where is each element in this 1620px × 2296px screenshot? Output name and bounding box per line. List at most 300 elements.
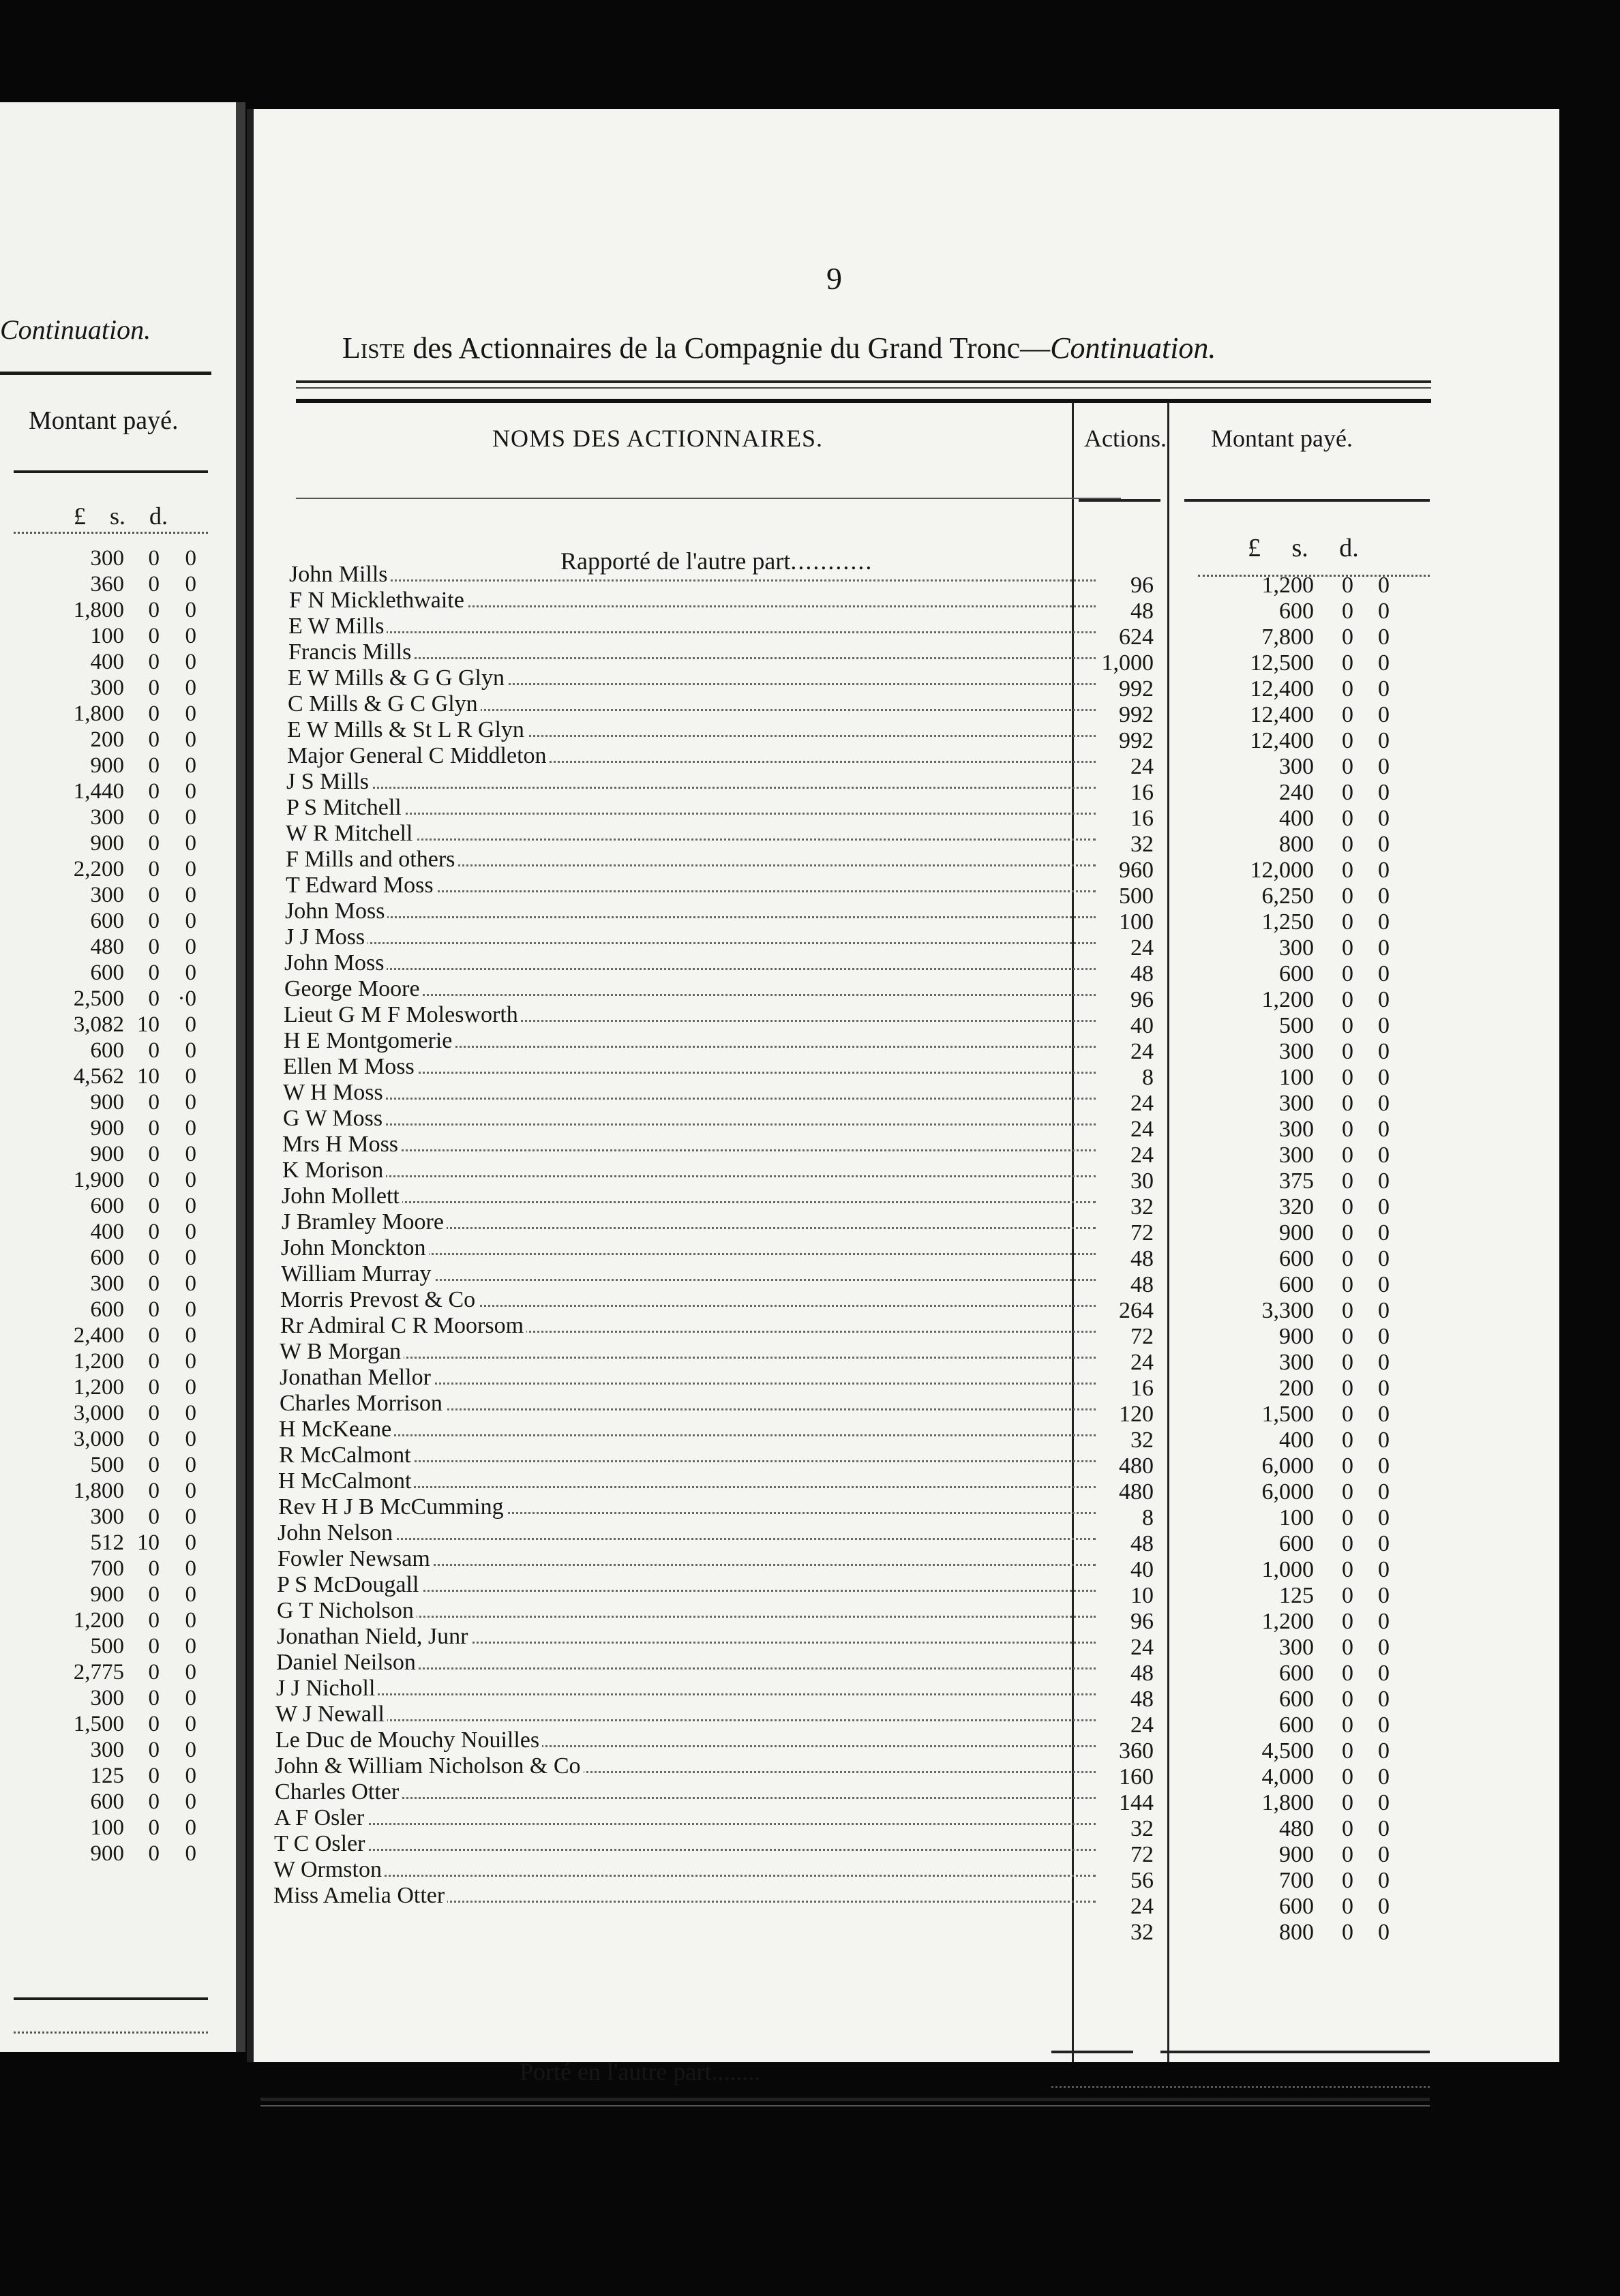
shillings-value: 0 [1342, 1712, 1353, 1738]
shareholder-name: Jonathan Mellor [280, 1365, 434, 1390]
shareholder-name-cell [283, 1106, 1096, 1132]
table-row [0, 1452, 205, 1478]
table-row [0, 675, 205, 701]
shillings-value: 0 [1342, 909, 1353, 935]
pence-value: 0 [1378, 1246, 1390, 1271]
page-title [342, 331, 1216, 365]
pounds-value: 600 [1279, 1712, 1314, 1738]
shareholder-name: P S McDougall [277, 1572, 421, 1597]
pounds-value: 240 [1279, 780, 1314, 805]
shareholder-name-cell [278, 1494, 1096, 1520]
pence-value: 0 [1378, 1842, 1390, 1867]
table-row [0, 623, 205, 649]
actions-value: 360 [1119, 1738, 1154, 1764]
shillings-value: 0 [148, 1194, 160, 1218]
pounds-value: 300 [90, 1686, 124, 1710]
pounds-value: 500 [90, 1634, 124, 1659]
pence-value: 0 [185, 805, 196, 830]
actions-value: 480 [1119, 1453, 1154, 1479]
pounds-value: 12,400 [1250, 728, 1314, 753]
shareholder-name: Major General C Middleton [287, 743, 550, 768]
shareholder-name: G T Nicholson [277, 1598, 417, 1623]
actions-value: 480 [1119, 1479, 1154, 1505]
actions-value: 10 [1130, 1583, 1154, 1608]
column-header-amount: Montant payé. [1211, 425, 1353, 452]
pounds-value: 300 [1279, 1143, 1314, 1168]
actions-value: 500 [1119, 883, 1154, 909]
table-row [0, 1063, 205, 1089]
table-row [0, 1659, 205, 1685]
pounds-value: 1,800 [73, 701, 124, 726]
actions-value: 48 [1130, 961, 1154, 986]
pence-value: 0 [1378, 599, 1390, 624]
table-row [0, 830, 205, 856]
pounds-value: 300 [1279, 935, 1314, 961]
pounds-value: 600 [90, 1245, 124, 1270]
pence-value: 0 [1378, 858, 1390, 883]
shareholder-name-cell [281, 1261, 1096, 1287]
pence-value: 0 [185, 961, 196, 985]
shareholder-name: Morris Prevost & Co [280, 1287, 478, 1312]
pounds-value: 600 [90, 1194, 124, 1218]
shillings-value: 0 [1342, 1246, 1353, 1271]
pence-value: 0 [185, 909, 196, 933]
pounds-value: 400 [1279, 806, 1314, 831]
pounds-value: 600 [90, 1038, 124, 1063]
shareholder-name: John & William Nicholson & Co [275, 1753, 584, 1779]
shareholder-table [247, 562, 1559, 1946]
pounds-value: 125 [1279, 1583, 1314, 1608]
pence-value: 0 [1378, 1039, 1390, 1064]
shareholder-name-cell [284, 976, 1096, 1002]
pounds-value: 2,200 [73, 857, 124, 881]
header-rule [1079, 499, 1160, 502]
pounds-value: 12,400 [1250, 702, 1314, 727]
shillings-value: 0 [1342, 1764, 1353, 1789]
shareholder-name: T Edward Moss [286, 873, 436, 898]
pounds-value: 900 [90, 1582, 124, 1607]
pounds-value: 900 [1279, 1220, 1314, 1245]
shillings-value: 0 [1342, 1842, 1353, 1867]
actions-value: 8 [1142, 1505, 1154, 1530]
pounds-value: 300 [1279, 1635, 1314, 1660]
shareholder-name-cell [282, 1183, 1096, 1209]
pounds-value: 320 [1279, 1194, 1314, 1220]
shillings-value: 0 [1342, 1557, 1353, 1582]
pounds-value: 375 [1279, 1168, 1314, 1194]
shillings-value: 0 [148, 1686, 160, 1710]
pence-value: 0 [1378, 1635, 1390, 1660]
pence-value: 0 [185, 1142, 196, 1166]
pence-value: 0 [185, 1556, 196, 1581]
pence-value: 0 [1378, 573, 1390, 598]
shareholder-name-cell [286, 821, 1096, 847]
actions-value: 40 [1130, 1013, 1154, 1038]
pounds-value: 300 [1279, 1091, 1314, 1116]
pence-value: 0 [1378, 1661, 1390, 1686]
pence-value: 0 [1378, 1479, 1390, 1505]
pence-value: 0 [185, 701, 196, 726]
table-row [0, 1633, 205, 1659]
shillings-value: 0 [148, 676, 160, 700]
pence-value: 0 [1378, 1324, 1390, 1349]
shareholder-name: W B Morgan [280, 1339, 404, 1364]
shillings-value: 0 [1342, 987, 1353, 1012]
page-edge [236, 102, 245, 2052]
pence-value: 0 [1378, 961, 1390, 986]
shillings-value: 0 [1342, 728, 1353, 753]
table-row [0, 1271, 205, 1297]
shareholder-name-cell [276, 1650, 1096, 1676]
pounds-value: 600 [1279, 1246, 1314, 1271]
actions-value: 24 [1130, 1350, 1154, 1375]
shareholder-name: Mrs H Moss [282, 1132, 401, 1157]
shareholder-name-cell [274, 1805, 1096, 1831]
pounds-value: 512 [90, 1530, 124, 1555]
shillings-value: 0 [148, 857, 160, 881]
table-row [0, 1607, 205, 1633]
pounds-value: 2,775 [73, 1660, 124, 1685]
pence-value: 0 [1378, 1013, 1390, 1038]
table-row [0, 1789, 205, 1815]
carried-forward-label: Porté en l'autre part........ [520, 2058, 761, 2085]
pounds-value: 900 [1279, 1842, 1314, 1867]
shillings-value: 0 [148, 1582, 160, 1607]
pence-value: 0 [185, 572, 196, 596]
shillings-value: 0 [148, 1764, 160, 1788]
shareholder-name: F Mills and others [286, 847, 457, 872]
table-row [247, 1883, 1559, 1920]
pounds-value: 1,800 [73, 1479, 124, 1503]
pence-value: 0 [185, 1220, 196, 1244]
table-row [0, 882, 205, 908]
shareholder-name: C Mills & G C Glyn [288, 691, 481, 716]
shillings-value: 0 [148, 1738, 160, 1762]
shillings-value: 0 [1342, 573, 1353, 598]
pounds-value: 100 [90, 1815, 124, 1840]
actions-value: 992 [1119, 728, 1154, 753]
pence-value: 0 [1378, 728, 1390, 753]
pence-value: 0 [1378, 1453, 1390, 1479]
pence-value: 0 [1378, 1117, 1390, 1142]
shareholder-name-cell [284, 950, 1096, 976]
shillings-value: 0 [1342, 883, 1353, 909]
table-row [0, 1374, 205, 1400]
pounds-value: 300 [90, 883, 124, 907]
pounds-value: 3,000 [73, 1401, 124, 1425]
shillings-value: 0 [148, 1142, 160, 1166]
pence-value: 0 [185, 935, 196, 959]
column-header-names: NOMS DES ACTIONNAIRES. [492, 425, 824, 452]
table-row [0, 1348, 205, 1374]
shillings-value: 0 [1342, 1091, 1353, 1116]
actions-value: 48 [1130, 1687, 1154, 1712]
actions-value: 30 [1130, 1168, 1154, 1194]
shareholder-name: J J Nicholl [276, 1676, 378, 1701]
pounds-value: 300 [1279, 1350, 1314, 1375]
pounds-value: 300 [1279, 1039, 1314, 1064]
shillings-value: 0 [148, 1815, 160, 1840]
pounds-value: 480 [90, 935, 124, 959]
table-row [0, 1556, 205, 1582]
actions-value: 32 [1130, 832, 1154, 857]
table-row [0, 545, 205, 571]
shillings-value: 0 [148, 753, 160, 778]
shareholder-name: Le Duc de Mouchy Nouilles [275, 1727, 542, 1753]
pence-value: 0 [185, 1064, 196, 1089]
shareholder-name: Fowler Newsam [278, 1546, 433, 1571]
pence-value: 0 [1378, 1091, 1390, 1116]
shillings-value: 0 [148, 1453, 160, 1477]
pence-value: 0 [1378, 1272, 1390, 1297]
pounds-value: 600 [90, 1789, 124, 1814]
pounds-value: 1,500 [73, 1712, 124, 1736]
pence-value: 0 [185, 1660, 196, 1685]
shillings-value: 0 [148, 701, 160, 726]
page-number: 9 [826, 261, 842, 296]
pence-value: 0 [185, 1194, 196, 1218]
pence-value: 0 [185, 1634, 196, 1659]
shillings-value: 0 [148, 1505, 160, 1529]
shillings-value: 0 [1342, 1583, 1353, 1608]
shillings-value: 0 [1342, 1376, 1353, 1401]
shillings-value: 0 [148, 1220, 160, 1244]
pence-value: 0 [1378, 1168, 1390, 1194]
shillings-value: 0 [148, 1608, 160, 1633]
shillings-value: 0 [1342, 1738, 1353, 1764]
shareholder-name-cell [280, 1391, 1096, 1417]
table-row [0, 1530, 205, 1556]
shareholder-name-cell [289, 562, 1096, 588]
shareholder-name: F N Micklethwaite [289, 588, 467, 613]
shillings-value: 0 [148, 831, 160, 856]
pounds-value: 12,500 [1250, 650, 1314, 676]
shillings-value: 0 [1342, 702, 1353, 727]
pounds-value: 7,800 [1261, 624, 1314, 650]
pence-value: 0 [1378, 1531, 1390, 1556]
shillings-value: 0 [1342, 1816, 1353, 1841]
shareholder-name-cell [283, 1080, 1096, 1106]
pounds-value: 4,562 [73, 1064, 124, 1089]
shareholder-name-cell [287, 717, 1096, 743]
shillings-value: 0 [1342, 624, 1353, 650]
table-row [0, 856, 205, 882]
document-page [247, 109, 1559, 2085]
shareholder-name: P S Mitchell [286, 795, 404, 820]
shareholder-name: John Nelson [278, 1520, 395, 1545]
previous-page-title: Continuation. [0, 314, 151, 345]
pence-value: 0 [1378, 1220, 1390, 1245]
pence-value: 0 [185, 1738, 196, 1762]
actions-value: 72 [1130, 1220, 1154, 1245]
pounds-value: 1,200 [73, 1608, 124, 1633]
page-spine [247, 109, 254, 2062]
shillings-value: 0 [1342, 754, 1353, 779]
actions-value: 1,000 [1101, 650, 1154, 676]
pounds-value: 400 [90, 650, 124, 674]
shillings-value: 10 [137, 1530, 160, 1555]
pounds-value: 900 [90, 1090, 124, 1115]
table-row [0, 1089, 205, 1115]
shareholder-name: Daniel Neilson [276, 1650, 419, 1675]
shareholder-name: E W Mills [288, 614, 387, 639]
table-row [0, 1219, 205, 1245]
shillings-value: 0 [1342, 1272, 1353, 1297]
pence-value: 0 [185, 857, 196, 881]
pence-value: 0 [1378, 676, 1390, 701]
actions-value: 16 [1130, 1376, 1154, 1401]
pence-value: 0 [1378, 1505, 1390, 1530]
shareholder-name: George Moore [284, 976, 423, 1001]
pounds-value: 1,200 [1261, 1609, 1314, 1634]
shillings-value: 0 [1342, 1324, 1353, 1349]
shareholder-name-cell [284, 1002, 1096, 1028]
pounds-value: 300 [90, 676, 124, 700]
pounds-value: 700 [1279, 1868, 1314, 1893]
pence-value: 0 [185, 753, 196, 778]
actions-value: 72 [1130, 1324, 1154, 1349]
pence-value: 0 [1378, 1712, 1390, 1738]
shareholder-name-cell [280, 1313, 1096, 1339]
shillings-value: 0 [148, 1401, 160, 1425]
shillings-value: 0 [148, 727, 160, 752]
actions-value: 264 [1119, 1298, 1154, 1323]
previous-page-column-header: Montant payé. [29, 406, 179, 435]
dotted-rule [1051, 2086, 1430, 2088]
total-rule [14, 1997, 208, 2000]
pounds-value: 900 [1279, 1324, 1314, 1349]
pence-value: 0 [1378, 1143, 1390, 1168]
pounds-value: 1,500 [1261, 1402, 1314, 1427]
pence-value: 0 [1378, 883, 1390, 909]
brought-forward-dots: ........... [790, 547, 873, 575]
shillings-value: 0 [1342, 832, 1353, 857]
pence-value: 0 [1378, 1687, 1390, 1712]
pence-value: 0 [1378, 1194, 1390, 1220]
pence-value: 0 [1378, 624, 1390, 650]
pence-value: 0 [185, 1090, 196, 1115]
pence-value: 0 [185, 1012, 196, 1037]
table-row [0, 1193, 205, 1219]
pounds-value: 700 [90, 1556, 124, 1581]
shillings-value: 0 [1342, 1635, 1353, 1660]
pounds-value: 800 [1279, 1920, 1314, 1945]
shareholder-name-cell [275, 1702, 1096, 1727]
actions-value: 24 [1130, 935, 1154, 961]
table-row [0, 779, 205, 804]
shillings-value: 0 [1342, 1661, 1353, 1686]
pounds-value: 3,082 [73, 1012, 124, 1037]
shareholder-name: Rev H J B McCumming [278, 1494, 507, 1520]
pounds-value: 200 [90, 727, 124, 752]
shareholder-name-cell [278, 1520, 1096, 1546]
shareholder-name: Jonathan Nield, Junr [277, 1624, 470, 1649]
pence-value: 0 [185, 1686, 196, 1710]
shillings-value: 0 [1342, 1039, 1353, 1064]
pounds-value: 1,800 [1261, 1790, 1314, 1815]
shillings-value: 0 [148, 805, 160, 830]
pence-value: 0 [185, 1608, 196, 1633]
table-row [0, 1815, 205, 1841]
title-rule-thin [296, 387, 1431, 389]
pence-value: 0 [185, 650, 196, 674]
shareholder-name: W H Moss [283, 1080, 386, 1105]
shareholder-name: J S Mills [286, 769, 372, 794]
pounds-value: 500 [1279, 1013, 1314, 1038]
shillings-value: 0 [148, 624, 160, 648]
shillings-value: 0 [148, 1297, 160, 1322]
shillings-value: 0 [1342, 961, 1353, 986]
pence-value: 0 [1378, 987, 1390, 1012]
actions-value: 48 [1130, 1272, 1154, 1297]
table-row [0, 1737, 205, 1763]
actions-value: 32 [1130, 1428, 1154, 1453]
pence-value: 0 [1378, 909, 1390, 935]
pounds-value: 900 [90, 831, 124, 856]
pence-value: 0 [185, 598, 196, 622]
shareholder-name-cell [274, 1831, 1096, 1857]
shareholder-name-cell [285, 924, 1096, 950]
shareholder-name-cell [277, 1572, 1096, 1598]
actions-value: 96 [1130, 573, 1154, 598]
pence-value: 0 [1378, 1894, 1390, 1919]
shillings-value: 0 [1342, 858, 1353, 883]
title-rule [296, 380, 1431, 383]
shillings-value: 0 [148, 1271, 160, 1296]
table-row [0, 1167, 205, 1193]
pence-value: 0 [185, 1401, 196, 1425]
shareholder-name-cell [279, 1417, 1096, 1442]
shillings-value: 0 [148, 1556, 160, 1581]
shareholder-name-cell [285, 898, 1096, 924]
pence-value: 0 [1378, 1428, 1390, 1453]
pounds-value: 600 [1279, 1661, 1314, 1686]
table-row [0, 727, 205, 753]
dotted-rule [14, 532, 208, 534]
pounds-value: 900 [90, 1142, 124, 1166]
pence-value: 0 [185, 1530, 196, 1555]
header-rule [14, 470, 208, 473]
shillings-value: 0 [1342, 1505, 1353, 1530]
pounds-value: 600 [90, 1297, 124, 1322]
actions-value: 24 [1130, 754, 1154, 779]
actions-value: 8 [1142, 1065, 1154, 1090]
pence-value: 0 [1378, 1557, 1390, 1582]
actions-value: 992 [1119, 676, 1154, 701]
shillings-value: 0 [148, 883, 160, 907]
pounds-value: 4,000 [1261, 1764, 1314, 1789]
shareholder-name: J J Moss [285, 924, 368, 950]
actions-value: 32 [1130, 1920, 1154, 1945]
shillings-value: 0 [1342, 1065, 1353, 1090]
shillings-value: 0 [1342, 1920, 1353, 1945]
table-row [0, 1297, 205, 1323]
actions-value: 40 [1130, 1557, 1154, 1582]
pounds-value: 300 [1279, 754, 1314, 779]
table-row [0, 1115, 205, 1141]
shillings-value: 0 [148, 1427, 160, 1451]
pounds-value: 1,200 [1261, 573, 1314, 598]
pence-value: 0 [185, 1323, 196, 1348]
pounds-value: 600 [1279, 1272, 1314, 1297]
shillings-value: 0 [148, 546, 160, 571]
shareholder-name-cell [277, 1598, 1096, 1624]
pence-value: 0 [185, 1582, 196, 1607]
actions-value: 24 [1130, 1635, 1154, 1660]
actions-value: 144 [1119, 1790, 1154, 1815]
shareholder-name-cell [277, 1624, 1096, 1650]
pounds-value: 1,800 [73, 598, 124, 622]
